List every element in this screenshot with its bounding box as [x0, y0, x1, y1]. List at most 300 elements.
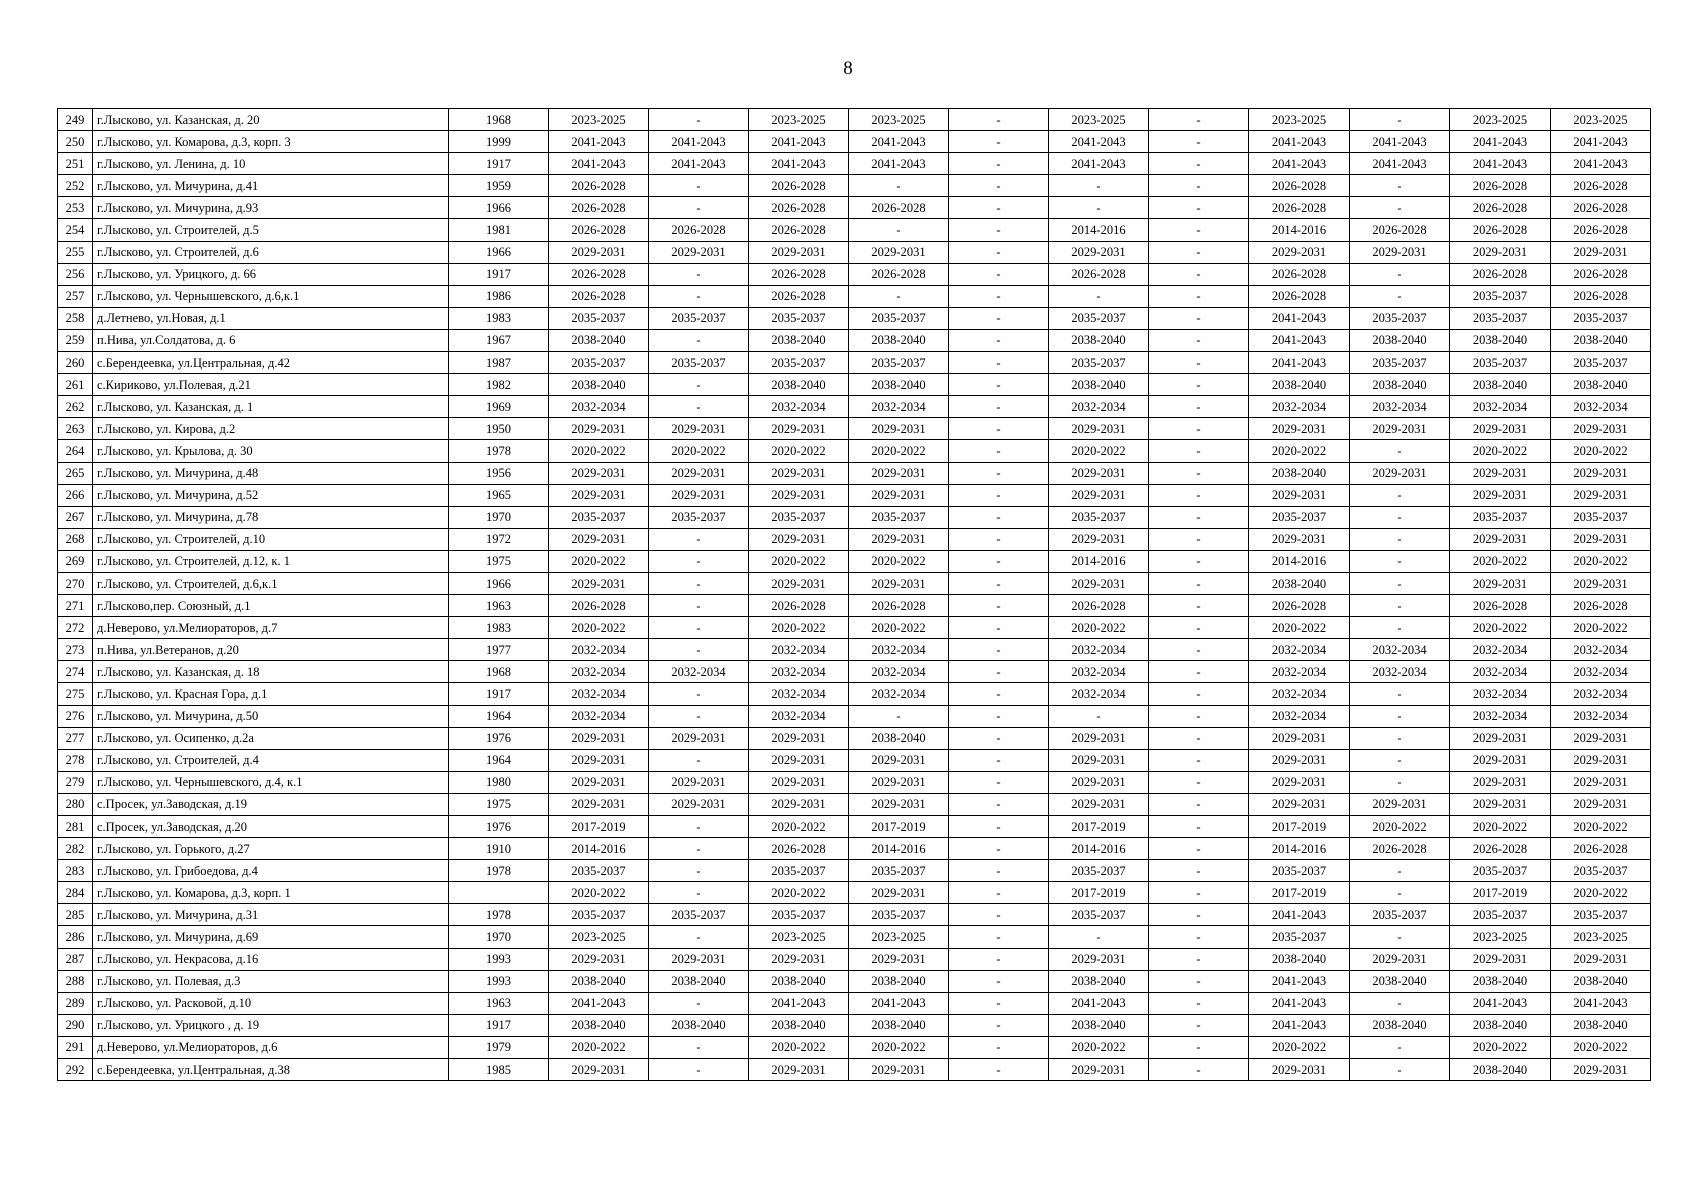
term-cell-5: - — [949, 109, 1049, 131]
term-cell-6: 2032-2034 — [1049, 661, 1149, 683]
table-row — [58, 484, 1651, 506]
term-cell-3: 2038-2040 — [749, 970, 849, 992]
row-number-cell: 274 — [58, 661, 93, 683]
row-number-cell: 269 — [58, 550, 93, 572]
table-row — [58, 374, 1651, 396]
term-cell-7: - — [1149, 418, 1249, 440]
term-cell-7: - — [1149, 484, 1249, 506]
term-cell-8: 2041-2043 — [1249, 153, 1350, 175]
term-cell-2: - — [649, 572, 749, 594]
term-cell-11: 2029-2031 — [1551, 484, 1651, 506]
term-cell-9: - — [1350, 992, 1450, 1014]
row-number-cell: 266 — [58, 484, 93, 506]
term-cell-11: 2029-2031 — [1551, 771, 1651, 793]
term-cell-9: - — [1350, 771, 1450, 793]
term-cell-11: 2023-2025 — [1551, 926, 1651, 948]
year-built-cell: 1983 — [449, 307, 549, 329]
term-cell-2: - — [649, 992, 749, 1014]
term-cell-4: - — [849, 705, 949, 727]
term-cell-11: 2029-2031 — [1551, 1059, 1651, 1081]
table-row — [58, 882, 1651, 904]
term-cell-7: - — [1149, 462, 1249, 484]
term-cell-1: 2032-2034 — [549, 661, 649, 683]
term-cell-3: 2026-2028 — [749, 838, 849, 860]
year-built-cell: 1970 — [449, 926, 549, 948]
address-cell: г.Лысково,пер. Союзный, д.1 — [93, 595, 449, 617]
term-cell-8: 2032-2034 — [1249, 683, 1350, 705]
address-cell: г.Лысково, ул. Казанская, д. 20 — [93, 109, 449, 131]
address-cell: д.Неверово, ул.Мелиораторов, д.7 — [93, 617, 449, 639]
table-row — [58, 926, 1651, 948]
year-built-cell: 1950 — [449, 418, 549, 440]
address-cell: г.Лысково, ул. Чернышевского, д.6,к.1 — [93, 285, 449, 307]
table-row — [58, 528, 1651, 550]
term-cell-10: 2035-2037 — [1450, 352, 1551, 374]
term-cell-2: - — [649, 882, 749, 904]
address-cell: с.Просек, ул.Заводская, д.20 — [93, 816, 449, 838]
term-cell-9: 2029-2031 — [1350, 793, 1450, 815]
term-cell-5: - — [949, 197, 1049, 219]
term-cell-2: - — [649, 639, 749, 661]
term-cell-2: - — [649, 838, 749, 860]
term-cell-8: 2026-2028 — [1249, 285, 1350, 307]
term-cell-2: - — [649, 197, 749, 219]
address-cell: г.Лысково, ул. Расковой, д.10 — [93, 992, 449, 1014]
term-cell-4: 2038-2040 — [849, 329, 949, 351]
term-cell-11: 2020-2022 — [1551, 617, 1651, 639]
term-cell-2: - — [649, 109, 749, 131]
row-number-cell: 277 — [58, 727, 93, 749]
term-cell-11: 2026-2028 — [1551, 175, 1651, 197]
term-cell-2: - — [649, 595, 749, 617]
term-cell-4: 2023-2025 — [849, 926, 949, 948]
term-cell-5: - — [949, 219, 1049, 241]
table-row — [58, 131, 1651, 153]
term-cell-4: - — [849, 219, 949, 241]
term-cell-11: 2020-2022 — [1551, 882, 1651, 904]
term-cell-10: 2029-2031 — [1450, 771, 1551, 793]
term-cell-5: - — [949, 572, 1049, 594]
term-cell-10: 2035-2037 — [1450, 506, 1551, 528]
table-row — [58, 307, 1651, 329]
term-cell-3: 2026-2028 — [749, 263, 849, 285]
term-cell-11: 2026-2028 — [1551, 595, 1651, 617]
term-cell-2: - — [649, 705, 749, 727]
term-cell-1: 2020-2022 — [549, 550, 649, 572]
term-cell-9: - — [1350, 263, 1450, 285]
term-cell-11: 2026-2028 — [1551, 219, 1651, 241]
term-cell-5: - — [949, 528, 1049, 550]
year-built-cell: 1917 — [449, 683, 549, 705]
term-cell-10: 2026-2028 — [1450, 263, 1551, 285]
term-cell-5: - — [949, 1036, 1049, 1058]
row-number-cell: 263 — [58, 418, 93, 440]
term-cell-3: 2026-2028 — [749, 595, 849, 617]
term-cell-2: 2029-2031 — [649, 484, 749, 506]
row-number-cell: 286 — [58, 926, 93, 948]
term-cell-11: 2026-2028 — [1551, 197, 1651, 219]
term-cell-7: - — [1149, 352, 1249, 374]
term-cell-5: - — [949, 816, 1049, 838]
term-cell-1: 2029-2031 — [549, 793, 649, 815]
term-cell-11: 2032-2034 — [1551, 396, 1651, 418]
term-cell-7: - — [1149, 131, 1249, 153]
term-cell-4: 2041-2043 — [849, 153, 949, 175]
term-cell-1: 2014-2016 — [549, 838, 649, 860]
term-cell-8: 2017-2019 — [1249, 816, 1350, 838]
table-row — [58, 639, 1651, 661]
term-cell-3: 2023-2025 — [749, 926, 849, 948]
term-cell-6: 2038-2040 — [1049, 374, 1149, 396]
term-cell-9: 2020-2022 — [1350, 816, 1450, 838]
term-cell-11: 2029-2031 — [1551, 241, 1651, 263]
term-cell-1: 2023-2025 — [549, 926, 649, 948]
term-cell-10: 2029-2031 — [1450, 727, 1551, 749]
table-row — [58, 771, 1651, 793]
term-cell-2: - — [649, 329, 749, 351]
table-row — [58, 683, 1651, 705]
table-row — [58, 241, 1651, 263]
term-cell-5: - — [949, 749, 1049, 771]
term-cell-8: 2029-2031 — [1249, 484, 1350, 506]
address-cell: г.Лысково, ул. Мичурина, д.52 — [93, 484, 449, 506]
year-built-cell: 1959 — [449, 175, 549, 197]
term-cell-1: 2041-2043 — [549, 131, 649, 153]
row-number-cell: 282 — [58, 838, 93, 860]
term-cell-5: - — [949, 661, 1049, 683]
term-cell-8: 2029-2031 — [1249, 1059, 1350, 1081]
term-cell-9: 2029-2031 — [1350, 462, 1450, 484]
term-cell-5: - — [949, 550, 1049, 572]
table-row — [58, 550, 1651, 572]
term-cell-3: 2026-2028 — [749, 175, 849, 197]
term-cell-11: 2038-2040 — [1551, 1014, 1651, 1036]
term-cell-5: - — [949, 1014, 1049, 1036]
term-cell-3: 2029-2031 — [749, 418, 849, 440]
row-number-cell: 273 — [58, 639, 93, 661]
table-row — [58, 440, 1651, 462]
term-cell-5: - — [949, 329, 1049, 351]
year-built-cell: 1986 — [449, 285, 549, 307]
term-cell-3: 2035-2037 — [749, 904, 849, 926]
term-cell-11: 2026-2028 — [1551, 263, 1651, 285]
term-cell-1: 2029-2031 — [549, 771, 649, 793]
term-cell-10: 2023-2025 — [1450, 109, 1551, 131]
term-cell-10: 2032-2034 — [1450, 396, 1551, 418]
term-cell-3: 2029-2031 — [749, 749, 849, 771]
year-built-cell: 1968 — [449, 109, 549, 131]
term-cell-8: 2032-2034 — [1249, 396, 1350, 418]
term-cell-5: - — [949, 705, 1049, 727]
address-cell: г.Лысково, ул. Осипенко, д.2а — [93, 727, 449, 749]
term-cell-9: - — [1350, 926, 1450, 948]
term-cell-5: - — [949, 418, 1049, 440]
term-cell-2: - — [649, 1059, 749, 1081]
term-cell-5: - — [949, 396, 1049, 418]
table-row — [58, 329, 1651, 351]
term-cell-3: 2035-2037 — [749, 860, 849, 882]
term-cell-6: 2017-2019 — [1049, 816, 1149, 838]
term-cell-5: - — [949, 639, 1049, 661]
term-cell-5: - — [949, 506, 1049, 528]
term-cell-4: 2035-2037 — [849, 307, 949, 329]
term-cell-8: 2041-2043 — [1249, 1014, 1350, 1036]
term-cell-4: 2041-2043 — [849, 992, 949, 1014]
term-cell-6: 2029-2031 — [1049, 418, 1149, 440]
term-cell-7: - — [1149, 263, 1249, 285]
term-cell-7: - — [1149, 970, 1249, 992]
term-cell-7: - — [1149, 440, 1249, 462]
term-cell-8: 2017-2019 — [1249, 882, 1350, 904]
term-cell-6: 2014-2016 — [1049, 838, 1149, 860]
term-cell-4: 2029-2031 — [849, 749, 949, 771]
address-cell: г.Лысково, ул. Красная Гора, д.1 — [93, 683, 449, 705]
term-cell-8: 2035-2037 — [1249, 506, 1350, 528]
term-cell-3: 2029-2031 — [749, 484, 849, 506]
term-cell-4: 2035-2037 — [849, 860, 949, 882]
term-cell-6: 2029-2031 — [1049, 1059, 1149, 1081]
term-cell-6: 2038-2040 — [1049, 329, 1149, 351]
term-cell-10: 2041-2043 — [1450, 992, 1551, 1014]
term-cell-2: - — [649, 550, 749, 572]
term-cell-1: 2035-2037 — [549, 904, 649, 926]
term-cell-8: 2035-2037 — [1249, 860, 1350, 882]
term-cell-6: 2041-2043 — [1049, 153, 1149, 175]
term-cell-1: 2026-2028 — [549, 263, 649, 285]
term-cell-4: 2029-2031 — [849, 793, 949, 815]
term-cell-6: 2032-2034 — [1049, 683, 1149, 705]
term-cell-11: 2026-2028 — [1551, 838, 1651, 860]
row-number-cell: 292 — [58, 1059, 93, 1081]
table-row — [58, 263, 1651, 285]
term-cell-5: - — [949, 992, 1049, 1014]
term-cell-5: - — [949, 727, 1049, 749]
term-cell-1: 2038-2040 — [549, 329, 649, 351]
row-number-cell: 264 — [58, 440, 93, 462]
term-cell-1: 2017-2019 — [549, 816, 649, 838]
term-cell-3: 2026-2028 — [749, 285, 849, 307]
address-cell: г.Лысково, ул. Строителей, д.12, к. 1 — [93, 550, 449, 572]
row-number-cell: 262 — [58, 396, 93, 418]
year-built-cell: 1966 — [449, 241, 549, 263]
term-cell-10: 2029-2031 — [1450, 528, 1551, 550]
row-number-cell: 283 — [58, 860, 93, 882]
address-cell: г.Лысково, ул. Казанская, д. 1 — [93, 396, 449, 418]
year-built-cell: 1956 — [449, 462, 549, 484]
term-cell-10: 2020-2022 — [1450, 816, 1551, 838]
term-cell-7: - — [1149, 109, 1249, 131]
term-cell-2: 2041-2043 — [649, 131, 749, 153]
term-cell-6: 2029-2031 — [1049, 528, 1149, 550]
term-cell-8: 2041-2043 — [1249, 329, 1350, 351]
term-cell-7: - — [1149, 926, 1249, 948]
term-cell-7: - — [1149, 153, 1249, 175]
year-built-cell: 1917 — [449, 263, 549, 285]
term-cell-9: - — [1350, 109, 1450, 131]
table-row — [58, 595, 1651, 617]
term-cell-10: 2026-2028 — [1450, 197, 1551, 219]
term-cell-10: 2029-2031 — [1450, 572, 1551, 594]
term-cell-5: - — [949, 793, 1049, 815]
term-cell-3: 2041-2043 — [749, 131, 849, 153]
term-cell-7: - — [1149, 550, 1249, 572]
term-cell-10: 2029-2031 — [1450, 749, 1551, 771]
year-built-cell: 1917 — [449, 1014, 549, 1036]
table-row — [58, 285, 1651, 307]
address-cell: г.Лысково, ул. Строителей, д.6,к.1 — [93, 572, 449, 594]
term-cell-3: 2026-2028 — [749, 219, 849, 241]
table-row — [58, 1014, 1651, 1036]
term-cell-1: 2041-2043 — [549, 992, 649, 1014]
row-number-cell: 289 — [58, 992, 93, 1014]
table-row — [58, 109, 1651, 131]
term-cell-8: 2014-2016 — [1249, 838, 1350, 860]
term-cell-1: 2029-2031 — [549, 528, 649, 550]
row-number-cell: 260 — [58, 352, 93, 374]
row-number-cell: 276 — [58, 705, 93, 727]
term-cell-2: 2029-2031 — [649, 727, 749, 749]
address-cell: с.Просек, ул.Заводская, д.19 — [93, 793, 449, 815]
term-cell-9: 2038-2040 — [1350, 374, 1450, 396]
term-cell-1: 2032-2034 — [549, 683, 649, 705]
term-cell-4: 2029-2031 — [849, 484, 949, 506]
term-cell-3: 2032-2034 — [749, 661, 849, 683]
term-cell-7: - — [1149, 992, 1249, 1014]
term-cell-10: 2041-2043 — [1450, 131, 1551, 153]
term-cell-11: 2038-2040 — [1551, 970, 1651, 992]
term-cell-4: 2023-2025 — [849, 109, 949, 131]
term-cell-3: 2041-2043 — [749, 153, 849, 175]
table-row — [58, 572, 1651, 594]
term-cell-6: 2041-2043 — [1049, 131, 1149, 153]
term-cell-5: - — [949, 175, 1049, 197]
term-cell-6: 2029-2031 — [1049, 948, 1149, 970]
term-cell-5: - — [949, 926, 1049, 948]
term-cell-7: - — [1149, 683, 1249, 705]
term-cell-4: 2029-2031 — [849, 948, 949, 970]
term-cell-6: - — [1049, 197, 1149, 219]
term-cell-6: 2026-2028 — [1049, 595, 1149, 617]
term-cell-4: 2029-2031 — [849, 1059, 949, 1081]
term-cell-2: - — [649, 749, 749, 771]
term-cell-7: - — [1149, 793, 1249, 815]
term-cell-11: 2032-2034 — [1551, 639, 1651, 661]
term-cell-6: 2020-2022 — [1049, 617, 1149, 639]
address-cell: г.Лысково, ул. Мичурина, д.69 — [93, 926, 449, 948]
row-number-cell: 271 — [58, 595, 93, 617]
term-cell-11: 2035-2037 — [1551, 506, 1651, 528]
term-cell-4: 2041-2043 — [849, 131, 949, 153]
year-built-cell: 1972 — [449, 528, 549, 550]
address-cell: г.Лысково, ул. Ленина, д. 10 — [93, 153, 449, 175]
term-cell-8: 2038-2040 — [1249, 374, 1350, 396]
year-built-cell: 1964 — [449, 705, 549, 727]
year-built-cell: 1968 — [449, 661, 549, 683]
term-cell-4: 2032-2034 — [849, 396, 949, 418]
term-cell-9: - — [1350, 727, 1450, 749]
term-cell-3: 2020-2022 — [749, 816, 849, 838]
address-cell: г.Лысково, ул. Комарова, д.3, корп. 1 — [93, 882, 449, 904]
address-cell: г.Лысково, ул. Полевая, д.3 — [93, 970, 449, 992]
term-cell-10: 2035-2037 — [1450, 904, 1551, 926]
address-cell: г.Лысково, ул. Строителей, д.5 — [93, 219, 449, 241]
term-cell-5: - — [949, 617, 1049, 639]
term-cell-2: - — [649, 1036, 749, 1058]
term-cell-8: 2035-2037 — [1249, 926, 1350, 948]
term-cell-6: 2029-2031 — [1049, 241, 1149, 263]
term-cell-5: - — [949, 352, 1049, 374]
term-cell-5: - — [949, 307, 1049, 329]
term-cell-2: 2035-2037 — [649, 307, 749, 329]
table-row — [58, 1059, 1651, 1081]
term-cell-7: - — [1149, 506, 1249, 528]
term-cell-9: - — [1350, 175, 1450, 197]
term-cell-6: 2035-2037 — [1049, 352, 1149, 374]
term-cell-11: 2035-2037 — [1551, 860, 1651, 882]
term-cell-1: 2032-2034 — [549, 396, 649, 418]
term-cell-7: - — [1149, 749, 1249, 771]
year-built-cell: 1970 — [449, 506, 549, 528]
term-cell-2: 2035-2037 — [649, 904, 749, 926]
term-cell-9: - — [1350, 1059, 1450, 1081]
term-cell-6: 2032-2034 — [1049, 639, 1149, 661]
term-cell-3: 2038-2040 — [749, 329, 849, 351]
term-cell-8: 2023-2025 — [1249, 109, 1350, 131]
term-cell-9: 2041-2043 — [1350, 131, 1450, 153]
term-cell-8: 2041-2043 — [1249, 904, 1350, 926]
term-cell-4: 2026-2028 — [849, 595, 949, 617]
term-cell-6: 2035-2037 — [1049, 506, 1149, 528]
term-cell-4: 2029-2031 — [849, 882, 949, 904]
term-cell-2: 2020-2022 — [649, 440, 749, 462]
term-cell-1: 2029-2031 — [549, 418, 649, 440]
term-cell-3: 2029-2031 — [749, 572, 849, 594]
term-cell-10: 2038-2040 — [1450, 374, 1551, 396]
term-cell-7: - — [1149, 1059, 1249, 1081]
row-number-cell: 252 — [58, 175, 93, 197]
term-cell-9: - — [1350, 882, 1450, 904]
table-row — [58, 462, 1651, 484]
row-number-cell: 290 — [58, 1014, 93, 1036]
row-number-cell: 265 — [58, 462, 93, 484]
term-cell-1: 2038-2040 — [549, 374, 649, 396]
term-cell-1: 2035-2037 — [549, 860, 649, 882]
table-row — [58, 153, 1651, 175]
term-cell-7: - — [1149, 705, 1249, 727]
address-cell: г.Лысково, ул. Мичурина, д.41 — [93, 175, 449, 197]
term-cell-8: 2032-2034 — [1249, 639, 1350, 661]
term-cell-6: 2023-2025 — [1049, 109, 1149, 131]
address-cell: г.Лысково, ул. Строителей, д.6 — [93, 241, 449, 263]
term-cell-6: 2014-2016 — [1049, 219, 1149, 241]
term-cell-11: 2035-2037 — [1551, 904, 1651, 926]
term-cell-1: 2041-2043 — [549, 153, 649, 175]
term-cell-3: 2038-2040 — [749, 1014, 849, 1036]
row-number-cell: 284 — [58, 882, 93, 904]
term-cell-9: - — [1350, 484, 1450, 506]
term-cell-4: 2020-2022 — [849, 550, 949, 572]
term-cell-3: 2041-2043 — [749, 992, 849, 1014]
term-cell-3: 2029-2031 — [749, 1059, 849, 1081]
row-number-cell: 261 — [58, 374, 93, 396]
year-built-cell: 1993 — [449, 948, 549, 970]
table-row — [58, 727, 1651, 749]
term-cell-3: 2029-2031 — [749, 462, 849, 484]
term-cell-1: 2029-2031 — [549, 572, 649, 594]
term-cell-5: - — [949, 970, 1049, 992]
term-cell-2: - — [649, 617, 749, 639]
term-cell-9: 2035-2037 — [1350, 904, 1450, 926]
